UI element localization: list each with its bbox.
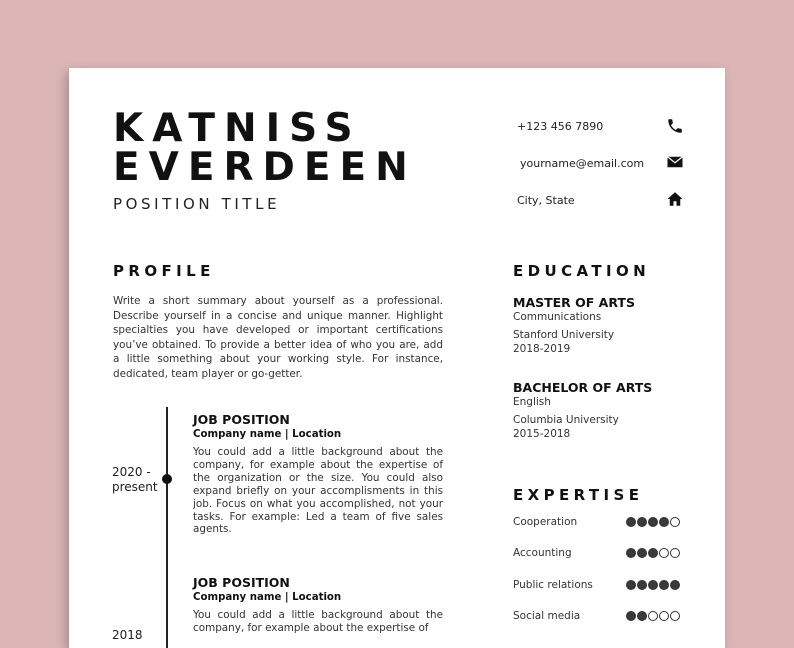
rating-dot-filled — [626, 611, 636, 621]
home-icon — [666, 190, 684, 208]
job-date-end: present — [112, 480, 158, 494]
first-name: KATNISS — [113, 106, 362, 151]
skill-label: Cooperation — [513, 516, 578, 528]
rating-dot-filled — [626, 548, 636, 558]
rating-dot-filled — [637, 517, 647, 527]
rating-dot-empty — [670, 548, 680, 558]
rating-dot-filled — [659, 580, 669, 590]
resume-page — [69, 68, 725, 648]
rating-dot-filled — [637, 548, 647, 558]
edu-school: Columbia University — [513, 414, 619, 426]
contact-email: yourname@email.com — [520, 157, 645, 170]
job-title: JOB POSITION — [193, 412, 290, 427]
edu-degree: MASTER OF ARTS — [513, 295, 635, 310]
job-company: Company name | Location — [193, 429, 342, 440]
job-description: You could add a little background about the company, for example about the expertise of — [193, 609, 443, 634]
phone-icon — [666, 117, 684, 135]
skill-rating — [626, 517, 680, 527]
timeline-dot — [162, 474, 172, 484]
edu-field: English — [513, 396, 551, 408]
job-description: You could add a little background about the company, for example about the expertise of the organization or the size. You could also expand briefly on your accomplisments in this job. Focus on what you accomplished, not your tasks. For example: Led a team of five sales agents. — [193, 446, 443, 536]
education-heading: EDUCATION — [513, 262, 651, 280]
last-name: EVERDEEN — [113, 145, 417, 190]
rating-dot-filled — [659, 517, 669, 527]
rating-dot-filled — [648, 517, 658, 527]
contact-location: City, State — [517, 194, 575, 207]
rating-dot-filled — [648, 580, 658, 590]
contact-phone: +123 456 7890 — [517, 120, 604, 133]
profile-text: Write a short summary about yourself as a professional. Describe yourself in a concise and unique manner. Highlight specialties you have developed or important certifications you’ve obtained. To provide a better idea of who you are, add a little something about your working style. For instance, dedicated, team player or go-getter. — [113, 295, 443, 380]
rating-dot-filled — [626, 517, 636, 527]
job-title: JOB POSITION — [193, 575, 290, 590]
edu-field: Communications — [513, 311, 602, 323]
rating-dot-empty — [670, 611, 680, 621]
rating-dot-empty — [648, 611, 658, 621]
skill-label: Accounting — [513, 547, 572, 559]
skill-rating — [626, 611, 680, 621]
edu-years: 2015-2018 — [513, 428, 571, 440]
job-date — [112, 628, 143, 643]
rating-dot-filled — [670, 580, 680, 590]
position-title: POSITION TITLE — [113, 195, 281, 213]
envelope-icon — [666, 153, 684, 171]
rating-dot-empty — [670, 517, 680, 527]
edu-degree: BACHELOR OF ARTS — [513, 380, 653, 395]
edu-school: Stanford University — [513, 329, 615, 341]
skill-label: Social media — [513, 610, 581, 622]
job-date-start: 2018 — [112, 628, 143, 642]
job-company: Company name | Location — [193, 592, 342, 603]
job-date-start: 2020 - — [112, 465, 151, 479]
skill-rating — [626, 548, 680, 558]
skill-label: Public relations — [513, 579, 593, 591]
rating-dot-empty — [659, 548, 669, 558]
rating-dot-empty — [659, 611, 669, 621]
job-date — [112, 465, 158, 495]
rating-dot-filled — [648, 548, 658, 558]
rating-dot-filled — [626, 580, 636, 590]
edu-years: 2018-2019 — [513, 343, 571, 355]
rating-dot-filled — [637, 580, 647, 590]
profile-heading: PROFILE — [113, 262, 215, 280]
rating-dot-filled — [637, 611, 647, 621]
expertise-heading: EXPERTISE — [513, 486, 644, 504]
skill-rating — [626, 580, 680, 590]
timeline-line — [166, 407, 168, 648]
